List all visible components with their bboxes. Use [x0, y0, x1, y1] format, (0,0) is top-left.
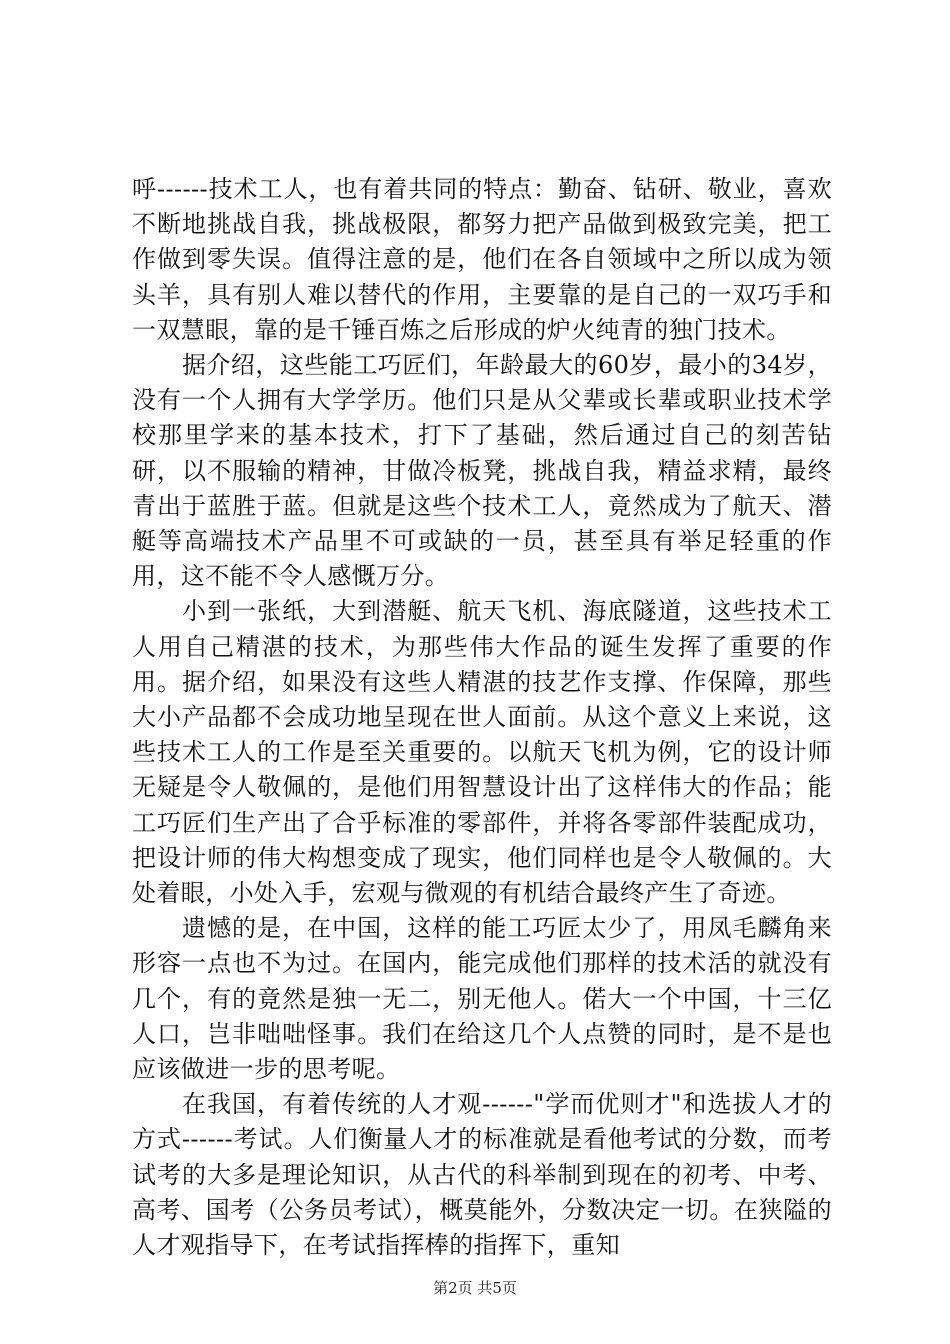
paragraph: 呼------技术工人，也有着共同的特点：勤奋、钻研、敬业，喜欢不断地挑战自我，挑战极限，都努力把产品做到极致完美，把工作做到零失误。值得注意的是，他们在各自领域中之所以成为领头羊，具有别人难以替代的作用，主要靠的是自己的一双巧手和一双慧眼，靠的是千锤百炼之后形成的炉火纯青的独门技术。 — [132, 175, 832, 344]
paragraph: 在我国，有着传统的人才观------"学而优则才"和选拔人才的方式------考试。人们衡量人才的标准就是看他考试的分数，而考试考的大多是理论知识，从古代的科举制到现在的初考、中考、高考、国考（公务员考试），概莫能外，分数决定一切。在狭隘的人才观指导下，在考试指挥棒的指挥下，重知 — [132, 1090, 832, 1260]
page-footer: 第2页 共5页 — [433, 1279, 517, 1297]
paragraph: 据介绍，这些能工巧匠们，年龄最大的60岁，最小的34岁，没有一个人拥有大学学历。他们只是从父辈或长辈或职业技术学校那里学来的基本技术，打下了基础，然后通过自己的刻苦钻研，以不服输的精神，甘做冷板凳，挑战自我，精益求精，最终青出于蓝胜于蓝。但就是这些个技术工人，竟然成为了航天、潜艇等高端技术产品里不可或缺的一员，甚至具有举足轻重的作用，这不能不令人感慨万分。 — [132, 351, 832, 591]
paragraph: 遗憾的是，在中国，这样的能工巧匠太少了，用凤毛麟角来形容一点也不为过。在国内，能完成他们那样的技术活的就没有几个，有的竟然是独一无二，别无他人。偌大一个中国，十三亿人口，岂非咄咄怪事。我们在给这几个人点赞的同时，是不是也应该做进一步的思考呢。 — [132, 914, 832, 1084]
document-body — [132, 172, 832, 1263]
paragraph: 小到一张纸，大到潜艇、航天飞机、海底隧道，这些技术工人用自己精湛的技术，为那些伟大作品的诞生发挥了重要的作用。据介绍，如果没有这些人精湛的技艺作支撑、作保障，那些大小产品都不会成功地呈现在世人面前。从这个意义上来说，这些技术工人的工作是至关重要的。以航天飞机为例，它的设计师无疑是令人敬佩的，是他们用智慧设计出了这样伟大的作品；能工巧匠们生产出了合乎标准的零部件，并将各零部件装配成功，把设计师的伟大构想变成了现实，他们同样也是令人敬佩的。大处着眼，小处入手，宏观与微观的有机结合最终产生了奇迹。 — [132, 597, 832, 908]
